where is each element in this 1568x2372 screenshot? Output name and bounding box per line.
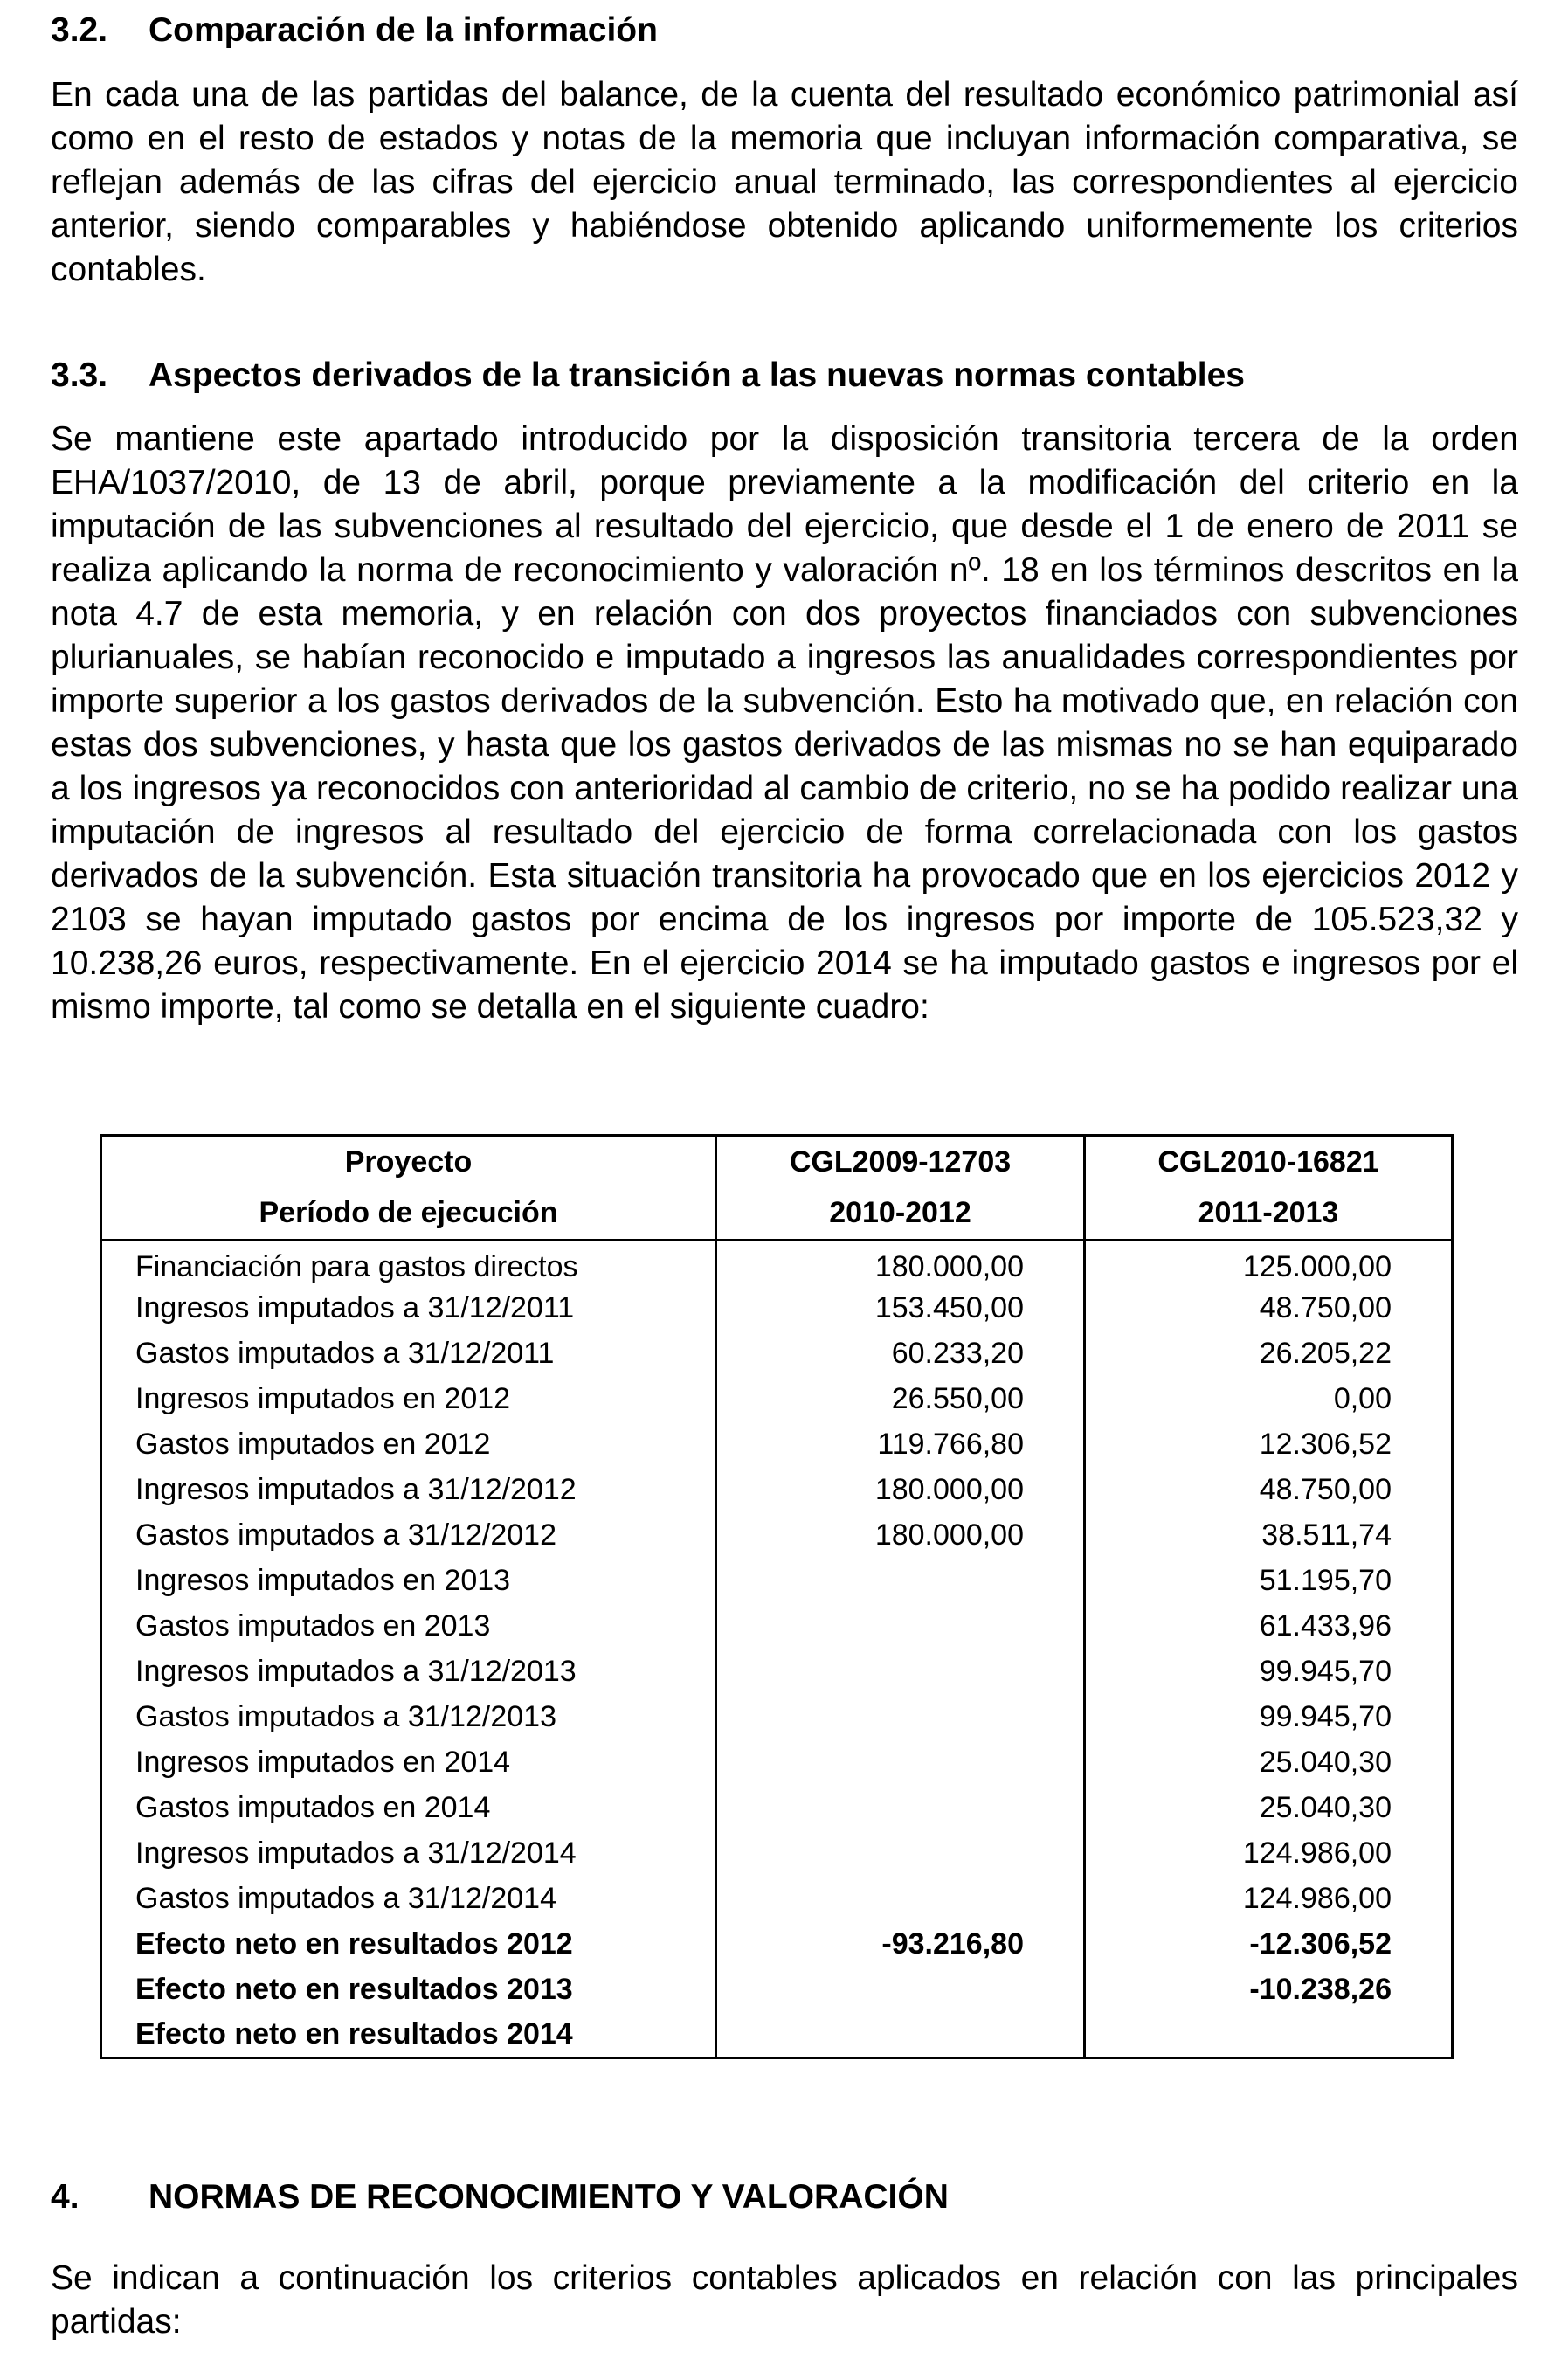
table-row [101,1468,1453,1513]
section-3-2-heading [51,9,1518,52]
table-row [101,1559,1453,1604]
row-value-cgl2009: 119.766,80 [716,1422,1085,1468]
row-value-cgl2009 [716,1649,1085,1695]
row-value-cgl2010: 125.000,00 [1242,1249,1392,1283]
table-total-row [101,2013,1453,2058]
section-3-3-heading [51,354,1518,398]
table-row [101,1286,1453,1331]
row-label: Gastos imputados a 31/12/2012 [101,1513,716,1559]
row-value-cgl2010: 25.040,30 [1259,1746,1392,1779]
row-value-cgl2009 [716,1786,1085,1831]
section-title: Aspectos derivados de la transición a las nuevas normas contables [149,356,1245,394]
row-value-cgl2009 [716,1559,1085,1604]
row-label: Ingresos imputados en 2014 [101,1740,716,1786]
row-value-cgl2010: 124.986,00 [1242,1882,1392,1915]
row-value-cgl2009: 180.000,00 [716,1468,1085,1513]
table-row [101,1513,1453,1559]
section-number: 4. [51,2178,79,2216]
row-value-cgl2009: 180.000,00 [716,1241,1085,1286]
row-value-cgl2009: 180.000,00 [716,1513,1085,1559]
section-title: Comparación de la información [149,11,658,49]
row-value-cgl2010: 25.040,30 [1259,1791,1392,1824]
row-value-cgl2010: 51.195,70 [1259,1564,1392,1597]
table-row [101,1740,1453,1786]
row-label: Ingresos imputados en 2012 [101,1377,716,1422]
row-value-cgl2009 [716,2013,1085,2058]
table-header-row [101,1136,1453,1188]
section-3-3-paragraph: Se mantiene este apartado introducido por la disposición transitoria tercera de la orden EHA/1037/2010, de 13 de abril, porque previamente a la modificación del criterio en la imputación de las subvenciones al resultado del ejercicio, que desde el 1 de enero de 2011 se realiza aplicando la norma de reconocimiento y valoración nº. 18 en los términos descritos en la nota 4.7 de esta memoria, y en relación con dos proyectos financiados con subvenciones plurianuales, se habían reconocido e imputado a ingresos las anualidades correspondientes por importe superior a los gastos derivados de la subvención. Esto ha motivado que, en relación con estas dos subvenciones, y hasta que los gastos derivados de las mismas no se han equiparado a los ingresos ya reconocidos con anterioridad al cambio de criterio, no se ha podido realizar una imputación de ingresos al resultado del ejercicio de forma correlacionada con los gastos derivados de la subvención. Esta situación transitoria ha provocado que en los ejercicios 2012 y 2103 se hayan imputado gastos por encima de los ingresos por importe de 105.523,32 y 10.238,26 euros, respectivamente. En el ejercicio 2014 se ha imputado gastos e ingresos por el mismo importe, tal como se detalla en el siguiente cuadro: [51,420,1518,1026]
table-row [101,1786,1453,1831]
row-label: Gastos imputados en 2012 [101,1422,716,1468]
row-value-cgl2010: 38.511,74 [1261,1518,1392,1552]
row-value-cgl2010: 26.205,22 [1259,1337,1392,1370]
section-number: 3.2. [51,11,108,49]
table-total-row [101,1922,1453,1967]
row-value-cgl2009 [716,1877,1085,1922]
table-row [101,1877,1453,1922]
row-value-cgl2010: 12.306,52 [1259,1428,1392,1461]
section-3-2-paragraph: En cada una de las partidas del balance, de la cuenta del resultado económico patrimonial así como en el resto de estados y notas de la memoria que incluyan información comparativa, se reflejan además de las cifras del ejercicio anual terminado, las correspondientes al ejercicio anterior, siendo comparables y habiéndose obtenido aplicando uniformemente los criterios contables. [51,76,1518,288]
row-value-cgl2009: 60.233,20 [716,1331,1085,1377]
row-value-cgl2010 [1085,2013,1453,2058]
row-value-cgl2010: 99.945,70 [1259,1700,1392,1733]
row-value-cgl2010: 48.750,00 [1259,1473,1392,1506]
row-label: Gastos imputados en 2014 [101,1786,716,1831]
row-label: Ingresos imputados a 31/12/2011 [101,1286,716,1331]
row-label: Ingresos imputados en 2013 [101,1559,716,1604]
section-4-heading [51,2175,1518,2219]
header-cell: Período de ejecución [101,1188,716,1241]
row-value-cgl2010: 0,00 [1333,1382,1392,1415]
row-label: Gastos imputados en 2013 [101,1604,716,1649]
row-value-cgl2010: 99.945,70 [1259,1655,1392,1688]
row-value-cgl2010: 124.986,00 [1242,1836,1392,1870]
row-value-cgl2010: 48.750,00 [1259,1291,1392,1324]
table-row [101,1241,1453,1286]
row-value-cgl2010: -10.238,26 [1249,1973,1392,2006]
row-value-cgl2009 [716,1967,1085,2013]
row-label: Efecto neto en resultados 2012 [101,1922,716,1967]
row-value-cgl2009: -93.216,80 [716,1922,1085,1967]
row-label: Efecto neto en resultados 2013 [101,1967,716,2013]
row-value-cgl2009: 153.450,00 [716,1286,1085,1331]
table-row [101,1377,1453,1422]
row-label: Ingresos imputados a 31/12/2014 [101,1831,716,1877]
section-4-paragraph: Se indican a continuación los criterios contables aplicados en relación con las principales partidas: [51,2259,1518,2341]
row-value-cgl2009: 26.550,00 [716,1377,1085,1422]
row-value-cgl2009 [716,1695,1085,1740]
row-label: Ingresos imputados a 31/12/2013 [101,1649,716,1695]
table-row [101,1604,1453,1649]
row-value-cgl2010: 61.433,96 [1259,1609,1392,1642]
row-label: Financiación para gastos directos [101,1241,716,1286]
row-value-cgl2009 [716,1740,1085,1786]
table-header-row [101,1188,1453,1241]
table-row [101,1422,1453,1468]
header-cell: 2011-2013 [1085,1188,1453,1241]
row-value-cgl2010: -12.306,52 [1249,1927,1392,1961]
row-label: Ingresos imputados a 31/12/2012 [101,1468,716,1513]
row-label: Gastos imputados a 31/12/2013 [101,1695,716,1740]
section-title: NORMAS DE RECONOCIMIENTO Y VALORACIÓN [149,2178,949,2216]
row-value-cgl2009 [716,1831,1085,1877]
table-row [101,1831,1453,1877]
row-value-cgl2009 [716,1604,1085,1649]
table-row [101,1649,1453,1695]
table-total-row [101,1967,1453,2013]
header-cell: 2010-2012 [716,1188,1085,1241]
header-cell: CGL2010-16821 [1157,1145,1379,1179]
row-label: Gastos imputados a 31/12/2014 [101,1877,716,1922]
row-label: Efecto neto en resultados 2014 [101,2013,716,2058]
section-number: 3.3. [51,356,108,394]
projects-table [100,1134,1454,2059]
header-cell: Proyecto [101,1136,716,1188]
table-row [101,1331,1453,1377]
header-cell: CGL2009-12703 [716,1136,1085,1188]
table-row [101,1695,1453,1740]
row-label: Gastos imputados a 31/12/2011 [101,1331,716,1377]
